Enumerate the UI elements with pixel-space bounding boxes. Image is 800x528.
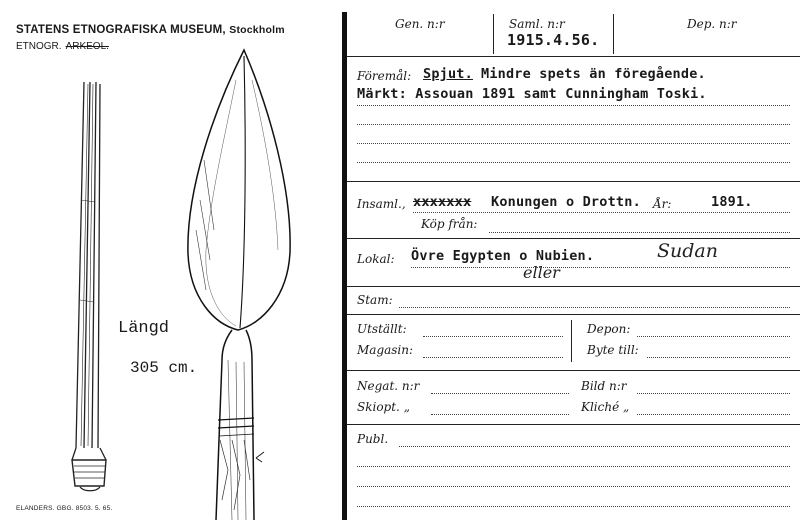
publ-dotline-3 <box>357 486 790 487</box>
kop-fran-label: Köp från: <box>421 217 478 231</box>
header-rule <box>347 56 800 57</box>
foremal-dotline-2 <box>357 124 790 125</box>
negat-nr-label: Negat. n:r <box>357 379 420 393</box>
foremal-dotline-3 <box>357 143 790 144</box>
magasin-label: Magasin: <box>357 343 414 357</box>
lokal-value: Övre Egypten o Nubien. <box>411 248 595 264</box>
header-separator-1 <box>493 14 494 54</box>
spear-full-view <box>72 82 106 491</box>
museum-name: STATENS ETNOGRAFISKA MUSEUM, <box>16 24 226 36</box>
bild-nr-label: Bild n:r <box>581 379 627 393</box>
markt-line: Märkt: Assouan 1891 samt Cunningham Toski. <box>357 86 707 102</box>
foremal-label: Föremål: <box>357 69 412 83</box>
kliche-dotline <box>637 414 790 415</box>
lokal-dotline <box>411 267 790 268</box>
stam-rule <box>347 314 800 315</box>
storage-separator <box>571 320 572 362</box>
catalog-card <box>347 0 800 528</box>
lokal-handwritten-1: Sudan <box>657 240 718 262</box>
photo-rule <box>347 424 800 425</box>
department-struck: ARKEOL. <box>65 41 109 52</box>
length-value: 305 cm. <box>130 359 198 377</box>
illustration-panel <box>0 0 342 528</box>
utstallt-dotline <box>423 336 563 337</box>
foremal-dotline-4 <box>357 162 790 163</box>
length-label: Längd <box>118 319 170 338</box>
negat-dotline <box>431 393 569 394</box>
foremal-rule <box>347 181 800 182</box>
printer-imprint: ELANDERS. GBG. 8503. 5. 65. <box>16 505 113 512</box>
publ-dotline-4 <box>357 506 790 507</box>
lokal-handwritten-2: eller <box>523 263 560 282</box>
gen-nr-label: Gen. n:r <box>395 17 445 31</box>
header-separator-2 <box>613 14 614 54</box>
foremal-object: Spjut. <box>423 66 473 82</box>
ar-value: 1891. <box>711 194 753 210</box>
bild-dotline <box>637 393 790 394</box>
insaml-struck: xxxxxxx <box>413 194 472 210</box>
insaml-dotline <box>413 212 790 213</box>
ar-label: År: <box>653 197 672 211</box>
publ-dotline-2 <box>357 466 790 467</box>
lokal-label: Lokal: <box>357 252 395 266</box>
publ-dotline-1 <box>399 446 790 447</box>
insaml-label: Insaml., <box>357 197 406 211</box>
byte-till-label: Byte till: <box>587 343 639 357</box>
saml-nr-label: Saml. n:r <box>509 17 565 31</box>
museum-city: Stockholm <box>229 24 285 36</box>
storage-rule <box>347 370 800 371</box>
spear-blade-detail <box>188 50 290 520</box>
skiopt-label: Skiopt. „ <box>357 400 410 414</box>
spear-drawing <box>0 0 342 528</box>
department-active: ETNOGR. <box>16 41 62 52</box>
kop-dotline <box>489 232 790 233</box>
stam-label: Stam: <box>357 293 393 307</box>
magasin-dotline <box>423 357 563 358</box>
foremal-dotline-1 <box>357 105 790 106</box>
insaml-rule <box>347 238 800 239</box>
stam-dotline <box>399 307 790 308</box>
depon-label: Depon: <box>587 322 631 336</box>
depon-dotline <box>637 336 790 337</box>
kliche-label: Kliché „ <box>581 400 630 414</box>
insaml-value: Konungen o Drottn. <box>491 194 641 210</box>
foremal-description: Mindre spets än föregående. <box>481 66 706 82</box>
utstallt-label: Utställt: <box>357 322 407 336</box>
dep-nr-label: Dep. n:r <box>687 17 737 31</box>
byte-till-dotline <box>647 357 790 358</box>
skiopt-dotline <box>431 414 569 415</box>
saml-nr-value: 1915.4.56. <box>507 31 600 49</box>
lokal-rule <box>347 286 800 287</box>
publ-label: Publ. <box>357 432 389 446</box>
